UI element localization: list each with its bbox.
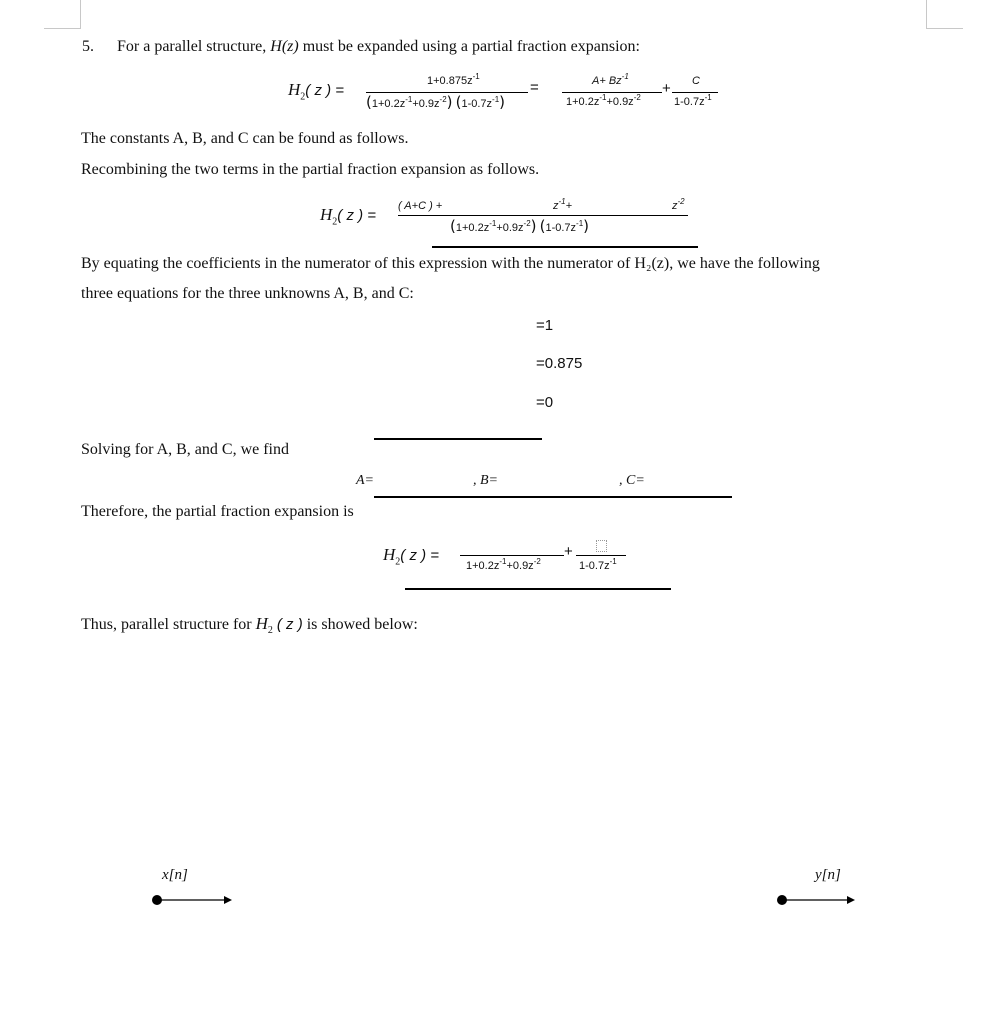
equation-line-1: =1 xyxy=(536,317,554,334)
page-corner-top-right xyxy=(926,0,963,29)
eq1-denominator: $(1+0.2z^{-1}+0.9z^{-2})$ $(1-0.7z^{-1})$ xyxy=(366,93,506,111)
eq3-term1-denominator: $1+0.2z^{-1}+0.9z^{-2}$ xyxy=(466,557,541,572)
intro-func: H(z) xyxy=(270,38,299,55)
paragraph-therefore: Therefore, the partial fraction expansion is xyxy=(81,503,354,520)
paragraph-equating-line1: By equating the coefficients in the numerator of this expression with the numerator of H₂(z), we have the following xyxy=(81,255,820,272)
eq3-lhs: $H_2$( z ) = xyxy=(383,545,440,568)
page-corner-top-left xyxy=(44,0,81,29)
eq1-term2-numerator: C xyxy=(692,75,700,87)
eq1-equals: = xyxy=(530,79,539,96)
eq1-term1-line xyxy=(562,92,662,93)
solving-rule[interactable] xyxy=(374,438,542,440)
eq1-term1-denominator: $1+0.2z^{-1}+0.9z^{-2}$ xyxy=(566,93,641,108)
eq3-answer-rule[interactable] xyxy=(405,588,671,590)
eq2-fraction-line xyxy=(398,215,688,216)
paragraph-equating-line2: three equations for the three unknowns A, B, and C: xyxy=(81,285,414,302)
paragraph-constants: The constants A, B, and C can be found as follows. xyxy=(81,130,409,147)
eq2-num-a: ( A+C ) + xyxy=(398,200,443,212)
eq2-denominator: $(1+0.2z^{-1}+0.9z^{-2})$ $(1-0.7z^{-1})$ xyxy=(450,217,590,235)
equation-line-3: =0 xyxy=(536,394,554,411)
input-arrow[interactable] xyxy=(148,890,238,910)
eq3-plus: + xyxy=(564,543,573,560)
equation-line-2: =0.875 xyxy=(536,355,583,372)
eq2-answer-rule[interactable] xyxy=(432,246,698,248)
paragraph-solving: Solving for A, B, and C, we find xyxy=(81,441,289,458)
eq1-term1-numerator: $A+ Bz^{-1}$ xyxy=(592,72,629,87)
solution-b: , B= xyxy=(473,473,498,488)
eq3-term1-line xyxy=(460,555,564,556)
eq3-term2-line xyxy=(576,555,626,556)
eq1-term2-denominator: $1-0.7z^{-1}$ xyxy=(674,93,712,108)
solutions-rule[interactable] xyxy=(374,496,732,498)
problem-intro xyxy=(117,38,640,56)
eq2-num-b: $z^{-1}+$ xyxy=(553,197,573,212)
paragraph-thus: Thus, parallel structure for $H_2$ ( z ) is showed below: xyxy=(81,614,418,637)
input-label: x[n] xyxy=(162,867,188,883)
solution-c: , C= xyxy=(619,473,645,488)
eq1-numerator: $1+0.875z^{-1}$ xyxy=(427,72,480,87)
problem-number: 5. xyxy=(82,38,94,55)
intro-before: For a parallel structure, xyxy=(117,38,271,55)
output-arrow[interactable] xyxy=(773,890,863,910)
eq3-term2-denominator: $1-0.7z^{-1}$ xyxy=(579,557,617,572)
paragraph-recombine: Recombining the two terms in the partial fraction expansion as follows. xyxy=(81,161,540,178)
eq1-lhs: $H_2$( z ) = xyxy=(288,80,345,103)
eq3-placeholder-box[interactable] xyxy=(596,540,607,552)
eq2-lhs: $H_2$( z ) = xyxy=(320,205,377,228)
output-label: y[n] xyxy=(815,867,841,883)
eq1-plus: + xyxy=(662,80,671,97)
eq2-num-c: $z^{-2}$ xyxy=(672,197,685,212)
intro-after: must be expanded using a partial fraction expansion: xyxy=(298,38,640,55)
solution-a: A= xyxy=(356,473,374,488)
